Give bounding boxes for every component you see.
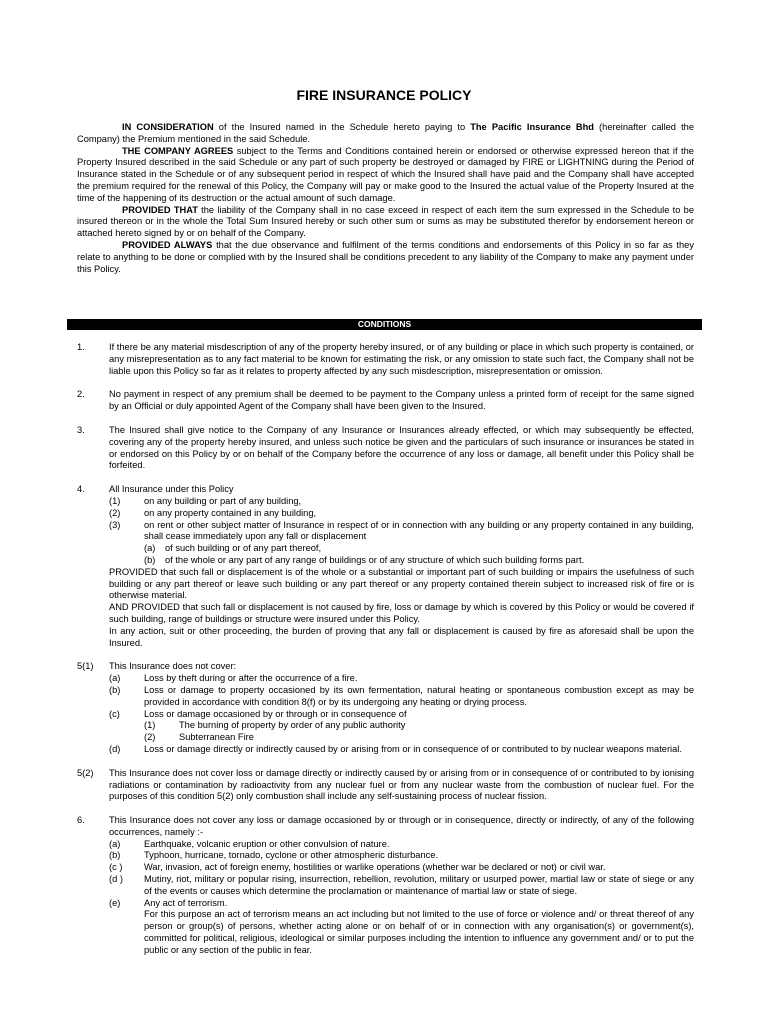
item-text: Loss or damage to property occasioned by its own fermentation, natural heating or spontaneous combustion except as may be provided in accordance with condition 8(f) or by its undergoing any heating or drying process. — [144, 684, 694, 707]
intro-section — [77, 122, 694, 275]
condition-item — [109, 496, 694, 508]
item-text: Loss or damage directly or indirectly caused by or arising from or in consequence of or contributed to by nuclear weapons material. — [144, 743, 682, 754]
condition-item — [109, 685, 694, 709]
condition-item — [109, 744, 694, 756]
item-label: (1) — [109, 495, 121, 506]
item-label: (e) — [109, 897, 121, 908]
item-label: (a) — [109, 673, 121, 684]
condition-item — [109, 874, 694, 898]
item-text: War, invasion, act of foreign enemy, hostilities or warlike operations (whether war be declared or not) or civil war. — [144, 862, 606, 873]
item-label: (c ) — [109, 862, 123, 873]
intro-provided-that-text: the liability of the Company shall in no case exceed in respect of each item the sum expressed in the Schedule to be insured thereon or in the whole the Total Sum Insured hereby or such other sum or sums as may be substituted therefor by endorsement hereon or attached hereto signed by or on behalf of the Company. — [77, 204, 694, 239]
condition-burden: In any action, suit or other proceeding, the burden of proving that any fall or displacement is caused by fire as aforesaid shall be upon the Insured. — [109, 625, 694, 648]
condition-number: 3. — [77, 424, 85, 435]
condition-text: The Insured shall give notice to the Company of any Insurance or Insurances already effected, or which may subsequently be effected, covering any of the property hereby insured, and unless such notice be given and the particulars of such insurance or insurances be stated in or endorsed on this Policy by or on behalf of the Company before the occurrence of any loss or damage, all benefit under this Policy shall be forfeited. — [109, 424, 694, 471]
item-text: Earthquake, volcanic eruption or other convulsion of nature. — [144, 838, 390, 849]
insurer-name: The Pacific Insurance Bhd — [470, 122, 594, 132]
condition-text: If there be any material misdescription of any of the property hereby insured, or of any building or place in which such property is contained, or any misrepresentation as to any fact material to be known for estimating the risk, or any omission to state such fact, the Company shall not be liable upon this Policy so far as it relates to property affected by any such misdescription, misrepresentation or omission. — [109, 342, 694, 376]
condition-6 — [77, 815, 694, 957]
condition-text: No payment in respect of any premium shall be deemed to be payment to the Company unless a printed form of receipt for the same signed by an Official or duly appointed Agent of the Company shall have been given to the Insured. — [109, 389, 694, 412]
item-label: (3) — [109, 519, 121, 530]
item-text: on any property contained in any building, — [144, 507, 317, 518]
condition-subitem — [109, 732, 694, 744]
condition-lead: This Insurance does not cover any loss or damage occasioned by or through or in consequence, directly or indirectly, of any of the following occurrences, namely :- — [109, 815, 694, 837]
condition-lead: This Insurance does not cover: — [109, 661, 237, 672]
item-text: The burning of property by order of any public authority — [179, 720, 406, 731]
condition-item — [109, 673, 694, 685]
intro-agrees-text: subject to the Terms and Conditions contained herein or endorsed or otherwise expressed hereon that if the Property Insured described in the said Schedule or any part of such property be destroyed or damaged by FIRE or LIGHTNING during the Period of Insurance stated in the Schedule or of any subsequent period in respect of which the Insured shall have paid and the Company shall have accepted the premium required for the renewal of this Policy, the Company will pay or make good to the Insured the actual value of the Property Insured at the time of the happening of its destruction or the actual amount of such damage. — [77, 145, 694, 203]
condition-5-2 — [77, 768, 694, 803]
item-text: Subterranean Fire — [179, 732, 254, 743]
conditions-list — [77, 342, 694, 969]
condition-item — [109, 508, 694, 520]
item-text: on rent or other subject matter of Insurance in respect of or in connection with any building or any property contained in any building, shall cease immediately upon any fall or displacement — [144, 519, 694, 542]
condition-item — [109, 520, 694, 544]
condition-1 — [77, 342, 694, 377]
page-title: FIRE INSURANCE POLICY — [296, 87, 472, 103]
condition-item — [109, 839, 694, 851]
conditions-heading: CONDITIONS — [67, 319, 702, 330]
condition-item — [109, 709, 694, 721]
terrorism-definition: For this purpose an act of terrorism means an act including but not limited to the use of force or violence and/ or threat thereof of any person or group(s) of persons, whether acting alone or on behalf of or in connection with any organisation(s) or government(s), committed for political, religious, ideological or similar purposes including the intention to influence any government and/ or to put the public or any section of the public in fear. — [144, 909, 694, 955]
condition-text: This Insurance does not cover loss or damage directly or indirectly caused by or arising from or in consequence of or contributed to by ionising radiations or contamination by radioactivity from any nuclear fuel or from any nuclear waste from the combustion of nuclear fuel. For the purposes of this condition 5(2) only combustion shall include any self-sustaining process of nuclear fission. — [109, 767, 694, 802]
item-text: of the whole or any part of any range of buildings or of any structure of which such building forms part. — [165, 554, 585, 565]
item-label: (b) — [144, 554, 156, 565]
item-label: (a) — [144, 543, 156, 554]
intro-agrees — [77, 146, 694, 205]
intro-consideration-text-2: (hereinafter called the Company) the Premium mentioned in the said Schedule. — [77, 122, 694, 144]
intro-consideration — [77, 122, 694, 146]
condition-number: 5(1) — [77, 661, 94, 672]
item-label: (b) — [109, 850, 121, 861]
item-text: of such building or of any part thereof, — [165, 543, 322, 554]
intro-consideration-text: of the Insured named in the Schedule hereto paying to — [213, 122, 471, 132]
condition-number: 4. — [77, 484, 85, 495]
intro-provided-that — [77, 205, 694, 240]
item-label: (2) — [144, 732, 156, 743]
item-text: Loss by theft during or after the occurrence of a fire. — [144, 673, 358, 684]
condition-subitem — [109, 555, 694, 567]
condition-proviso-2: AND PROVIDED that such fall or displacement is not caused by fire, loss or damage by which is covered by this Policy or would be covered if such building, range of buildings or structure were insured under this Policy. — [109, 602, 694, 624]
condition-3 — [77, 425, 694, 472]
condition-item — [109, 862, 694, 874]
item-text: Any act of terrorism. — [144, 897, 228, 908]
condition-subitem — [109, 543, 694, 555]
item-label: (d ) — [109, 874, 123, 885]
intro-consideration-lead: IN CONSIDERATION — [122, 122, 214, 132]
item-label: (d) — [109, 743, 121, 754]
item-text: on any building or part of any building, — [144, 495, 302, 506]
condition-number: 6. — [77, 815, 85, 826]
condition-4 — [77, 484, 694, 649]
item-text: Typhoon, hurricane, tornado, cyclone or other atmospheric disturbance. — [144, 850, 439, 861]
condition-lead: All Insurance under this Policy — [109, 484, 234, 495]
item-label: (c) — [109, 708, 120, 719]
condition-number: 5(2) — [77, 767, 94, 778]
condition-2 — [77, 389, 694, 413]
condition-number: 2. — [77, 389, 85, 400]
intro-provided-that-lead: PROVIDED THAT — [122, 204, 198, 215]
intro-provided-always-lead: PROVIDED ALWAYS — [122, 239, 213, 250]
item-label: (2) — [109, 507, 121, 518]
condition-item — [109, 898, 694, 910]
item-label: (1) — [144, 720, 156, 731]
intro-provided-always-text: that the due observance and fulfilment of the terms conditions and endorsements of this Policy in so far as they relate to anything to be done or complied with by the Insured shall be conditions precedent to any liability of the Company to make any payment under this Policy. — [77, 239, 694, 274]
item-label: (a) — [109, 838, 121, 849]
intro-agrees-lead: THE COMPANY AGREES — [122, 145, 234, 156]
item-label: (b) — [109, 684, 121, 695]
condition-proviso: PROVIDED that such fall or displacement is of the whole or a substantial or important part of such building or impairs the usefulness of such building or any part thereof or leave such building or any part thereof or any property contained therein subject to increased risk of fire or is otherwise material. — [109, 566, 694, 601]
intro-provided-always — [77, 240, 694, 275]
condition-5-1 — [77, 661, 694, 755]
condition-number: 1. — [77, 342, 85, 352]
condition-subitem — [109, 720, 694, 732]
item-text: Loss or damage occasioned by or through or in consequence of — [144, 708, 407, 719]
condition-item — [109, 850, 694, 862]
item-text: Mutiny, riot, military or popular rising, insurrection, rebellion, revolution, military or usurped power, martial law or state of siege or any of the events or causes which determine the proclamation or maintenance of martial law or state of siege. — [144, 874, 694, 896]
